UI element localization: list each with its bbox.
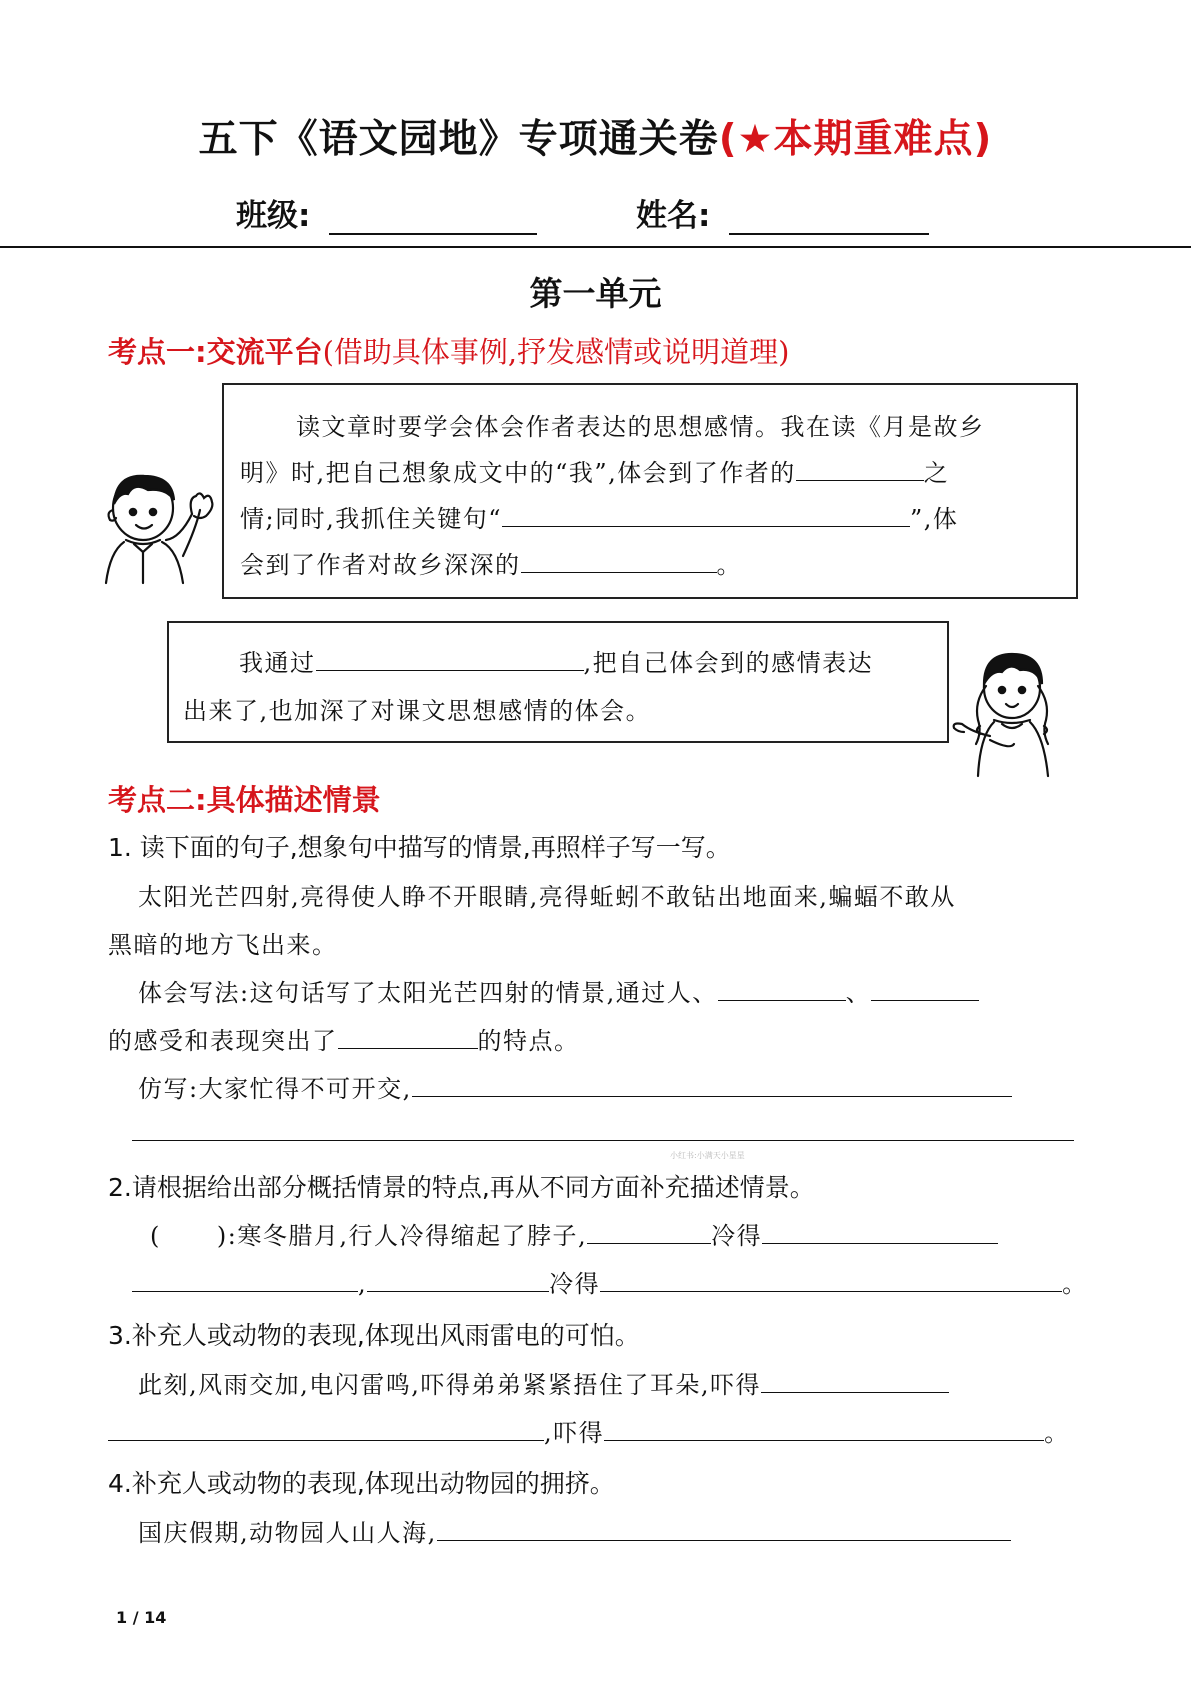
class-label: 班级: bbox=[236, 198, 311, 234]
girl-illustration bbox=[950, 640, 1080, 780]
feeling-blank[interactable] bbox=[796, 458, 924, 481]
class-blank[interactable] bbox=[329, 233, 537, 235]
feature-blank[interactable] bbox=[338, 1026, 478, 1049]
name-blank[interactable] bbox=[729, 233, 929, 235]
box1-line1: 读文章时要学会体会作者表达的思想感情。我在读《月是故乡 bbox=[296, 413, 985, 441]
unit-title: 第一单元 bbox=[529, 274, 662, 313]
kaodian1-label: 考点一:交流平台 bbox=[108, 335, 323, 369]
q3-blank-2[interactable] bbox=[108, 1418, 544, 1441]
exchange-box-1 bbox=[222, 383, 1078, 599]
watermark: 小红书:小满天小星星 bbox=[670, 1151, 745, 1160]
imitate-blank-2[interactable] bbox=[132, 1140, 1074, 1141]
title-main: 五下《语文园地》专项通关卷 bbox=[198, 117, 719, 162]
kaodian1-subtitle: (借助具体事例,抒发感情或说明道理) bbox=[322, 335, 790, 369]
q1-prompt: 1. 读下面的句子,想象句中描写的情景,再照样子写一写。 bbox=[108, 833, 731, 862]
imitate-blank-1[interactable] bbox=[412, 1074, 1012, 1097]
kaodian2-heading: 考点二:具体描述情景 bbox=[108, 783, 381, 817]
q3-line1: 此刻,风雨交加,电闪雷鸣,吓得弟弟紧紧捂住了耳朵,吓得 bbox=[138, 1365, 949, 1400]
box2-line1: 我通过 ,把自己体会到的感情表达 bbox=[239, 649, 874, 677]
box1-line3: 情;同时,我抓住关键句“ ”,体 bbox=[240, 505, 959, 533]
kaodian1-heading bbox=[108, 330, 789, 371]
q2-prompt: 2.请根据给出部分概括情景的特点,再从不同方面补充描述情景。 bbox=[108, 1173, 815, 1202]
method-blank-1[interactable] bbox=[718, 978, 846, 1001]
q3-blank-1[interactable] bbox=[761, 1370, 949, 1393]
q1-example-2: 黑暗的地方飞出来。 bbox=[108, 931, 338, 959]
q2-line2: , 冷得 。 bbox=[132, 1264, 1088, 1299]
q2-blank-4[interactable] bbox=[367, 1269, 549, 1292]
name-field bbox=[636, 190, 929, 235]
method-blank-2[interactable] bbox=[871, 978, 979, 1001]
title-tag: (★本期重难点) bbox=[718, 117, 993, 162]
box1-line2: 明》时,把自己想象成文中的“我”,体会到了作者的 之 bbox=[240, 459, 950, 487]
q1-method-line2: 的感受和表现突出了 的特点。 bbox=[108, 1027, 580, 1055]
q4-line1: 国庆假期,动物园人山人海, bbox=[138, 1513, 1011, 1548]
box1-line4: 会到了作者对故乡深深的 。 bbox=[240, 551, 742, 579]
q2-line1: ( ):寒冬腊月,行人冷得缩起了脖子, 冷得 bbox=[150, 1216, 998, 1251]
class-field bbox=[236, 190, 537, 235]
q1-example-1: 太阳光芒四射,亮得使人睁不开眼睛,亮得蚯蚓不敢钻出地面来,蝙蝠不敢从 bbox=[138, 883, 956, 911]
q2-blank-5[interactable] bbox=[600, 1269, 1062, 1292]
q4-blank-1[interactable] bbox=[437, 1518, 1011, 1541]
q3-blank-3[interactable] bbox=[604, 1418, 1044, 1441]
method-blank[interactable] bbox=[316, 648, 584, 671]
box2-line2: 出来了,也加深了对课文思想感情的体会。 bbox=[183, 697, 652, 725]
q1-imitate: 仿写:大家忙得不可开交, bbox=[138, 1069, 1012, 1104]
name-label: 姓名: bbox=[636, 198, 711, 234]
q2-blank-2[interactable] bbox=[762, 1221, 998, 1244]
emotion-blank[interactable] bbox=[521, 550, 717, 573]
boy-illustration bbox=[88, 468, 218, 588]
q1-method-line1: 体会写法:这句话写了太阳光芒四射的情景,通过人、 、 bbox=[138, 973, 979, 1008]
q4-prompt: 4.补充人或动物的表现,体现出动物园的拥挤。 bbox=[108, 1469, 615, 1498]
exchange-box-2 bbox=[167, 621, 949, 743]
key-sentence-blank[interactable] bbox=[502, 504, 910, 527]
page-title bbox=[0, 108, 1191, 164]
header-divider bbox=[0, 246, 1191, 248]
page-number: 1 / 14 bbox=[116, 1608, 167, 1627]
q2-blank-1[interactable] bbox=[587, 1221, 711, 1244]
q2-blank-3[interactable] bbox=[132, 1269, 358, 1292]
q3-line2: ,吓得 。 bbox=[108, 1413, 1070, 1448]
q3-prompt: 3.补充人或动物的表现,体现出风雨雷电的可怕。 bbox=[108, 1321, 640, 1350]
